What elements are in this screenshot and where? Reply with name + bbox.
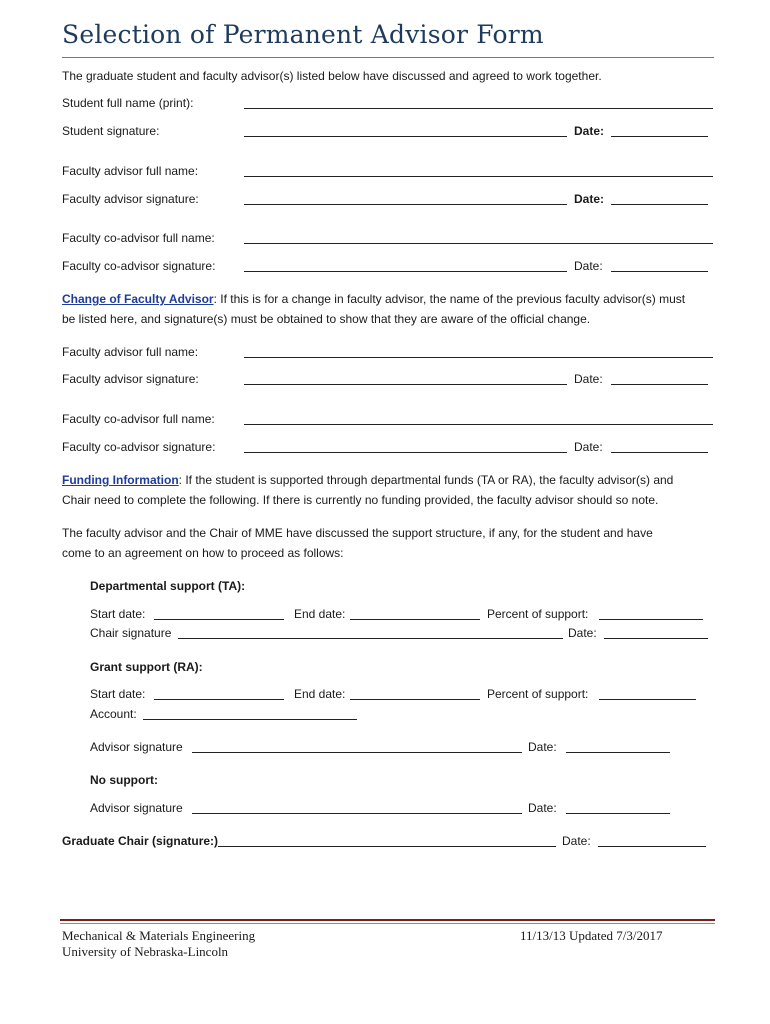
prev-advisor-name-label: Faculty advisor full name: — [62, 345, 199, 359]
coadvisor-date-label: Date: — [574, 259, 603, 273]
ta-date-field[interactable] — [604, 638, 708, 639]
ra-percent-label: Percent of support: — [487, 687, 589, 701]
ta-percent-label: Percent of support: — [487, 607, 589, 621]
coadvisor-name-field[interactable] — [244, 243, 713, 244]
student-signature-label: Student signature: — [62, 124, 160, 138]
funding-section-text: Funding Information: If the student is supported through departmental funds (TA or RA), the faculty advisor(s) and Chair need to complete the following. If there is currently no funding provided, the faculty advisor should so note. — [62, 473, 674, 507]
ra-percent-field[interactable] — [599, 699, 696, 700]
page-title: Selection of Permanent Advisor Form — [62, 20, 544, 49]
footer-version: 11/13/13 Updated 7/3/2017 — [520, 928, 663, 943]
coadvisor-name-label: Faculty co-advisor full name: — [62, 231, 215, 245]
student-date-label: Date: — [574, 124, 605, 138]
footer-divider — [60, 919, 715, 921]
footer-university: University of Nebraska-Lincoln — [62, 944, 229, 959]
advisor-name-label: Faculty advisor full name: — [62, 164, 199, 178]
none-date-field[interactable] — [566, 813, 670, 814]
ta-start-date-field[interactable] — [154, 619, 284, 620]
student-date-field[interactable] — [611, 136, 708, 137]
coadvisor-signature-field[interactable] — [244, 271, 567, 272]
ra-account-field[interactable] — [143, 719, 357, 720]
ta-percent-field[interactable] — [599, 619, 703, 620]
prev-coadvisor-name-field[interactable] — [244, 424, 713, 425]
no-support-heading: No support: — [90, 773, 158, 787]
ta-date-label: Date: — [568, 626, 597, 640]
ra-start-date-label: Start date: — [90, 687, 146, 701]
ra-advisor-signature-label: Advisor signature — [90, 740, 183, 754]
prev-advisor-signature-field[interactable] — [244, 384, 567, 385]
graduate-chair-date-field[interactable] — [598, 846, 706, 847]
none-advisor-signature-label: Advisor signature — [90, 801, 183, 815]
ra-date-label: Date: — [528, 740, 557, 754]
intro-text: The graduate student and faculty advisor(s) listed below have discussed and agreed to work together. — [62, 69, 602, 83]
ta-chair-signature-field[interactable] — [178, 638, 563, 639]
graduate-chair-label: Graduate Chair (signature:) — [62, 834, 219, 848]
graduate-chair-date-label: Date: — [562, 834, 591, 848]
agreement-text: The faculty advisor and the Chair of MME have discussed the support structure, if any, for the student and have come to an agreement on how to proceed as follows: — [62, 526, 653, 560]
footer-department: Mechanical & Materials Engineering — [62, 928, 256, 943]
prev-coadvisor-name-label: Faculty co-advisor full name: — [62, 412, 215, 426]
ra-end-date-label: End date: — [294, 687, 346, 701]
prev-advisor-date-label: Date: — [574, 372, 603, 386]
advisor-date-field[interactable] — [611, 204, 708, 205]
advisor-name-field[interactable] — [244, 176, 713, 177]
prev-advisor-date-field[interactable] — [611, 384, 708, 385]
prev-coadvisor-date-field[interactable] — [611, 452, 708, 453]
student-name-field[interactable] — [244, 108, 713, 109]
prev-coadvisor-signature-field[interactable] — [244, 452, 567, 453]
student-signature-field[interactable] — [244, 136, 567, 137]
advisor-signature-field[interactable] — [244, 204, 567, 205]
coadvisor-signature-label: Faculty co-advisor signature: — [62, 259, 216, 273]
ra-start-date-field[interactable] — [154, 699, 284, 700]
footer-divider-thin — [60, 923, 715, 924]
title-divider — [62, 57, 714, 58]
ra-heading: Grant support (RA): — [90, 660, 203, 674]
ta-start-date-label: Start date: — [90, 607, 146, 621]
student-name-label: Student full name (print): — [62, 96, 194, 110]
ta-chair-signature-label: Chair signature — [90, 626, 172, 640]
advisor-signature-label: Faculty advisor signature: — [62, 192, 199, 206]
prev-advisor-signature-label: Faculty advisor signature: — [62, 372, 199, 386]
prev-coadvisor-date-label: Date: — [574, 440, 603, 454]
coadvisor-date-field[interactable] — [611, 271, 708, 272]
ra-account-label: Account: — [90, 707, 137, 721]
prev-advisor-name-field[interactable] — [244, 357, 713, 358]
ra-end-date-field[interactable] — [350, 699, 480, 700]
ta-end-date-label: End date: — [294, 607, 346, 621]
ta-end-date-field[interactable] — [350, 619, 480, 620]
change-section-heading: Change of Faculty Advisor — [62, 292, 214, 306]
advisor-date-label: Date: — [574, 192, 605, 206]
graduate-chair-signature-field[interactable] — [218, 846, 556, 847]
none-advisor-signature-field[interactable] — [192, 813, 522, 814]
none-date-label: Date: — [528, 801, 557, 815]
ra-date-field[interactable] — [566, 752, 670, 753]
prev-coadvisor-signature-label: Faculty co-advisor signature: — [62, 440, 216, 454]
change-section-text: Change of Faculty Advisor: If this is for a change in faculty advisor, the name of the previous faculty advisor(s) must be listed here, and signature(s) must be obtained to show that they are aware of the official change. — [62, 292, 686, 326]
ta-heading: Departmental support (TA): — [90, 579, 246, 593]
funding-section-heading: Funding Information — [62, 473, 179, 487]
ra-advisor-signature-field[interactable] — [192, 752, 522, 753]
